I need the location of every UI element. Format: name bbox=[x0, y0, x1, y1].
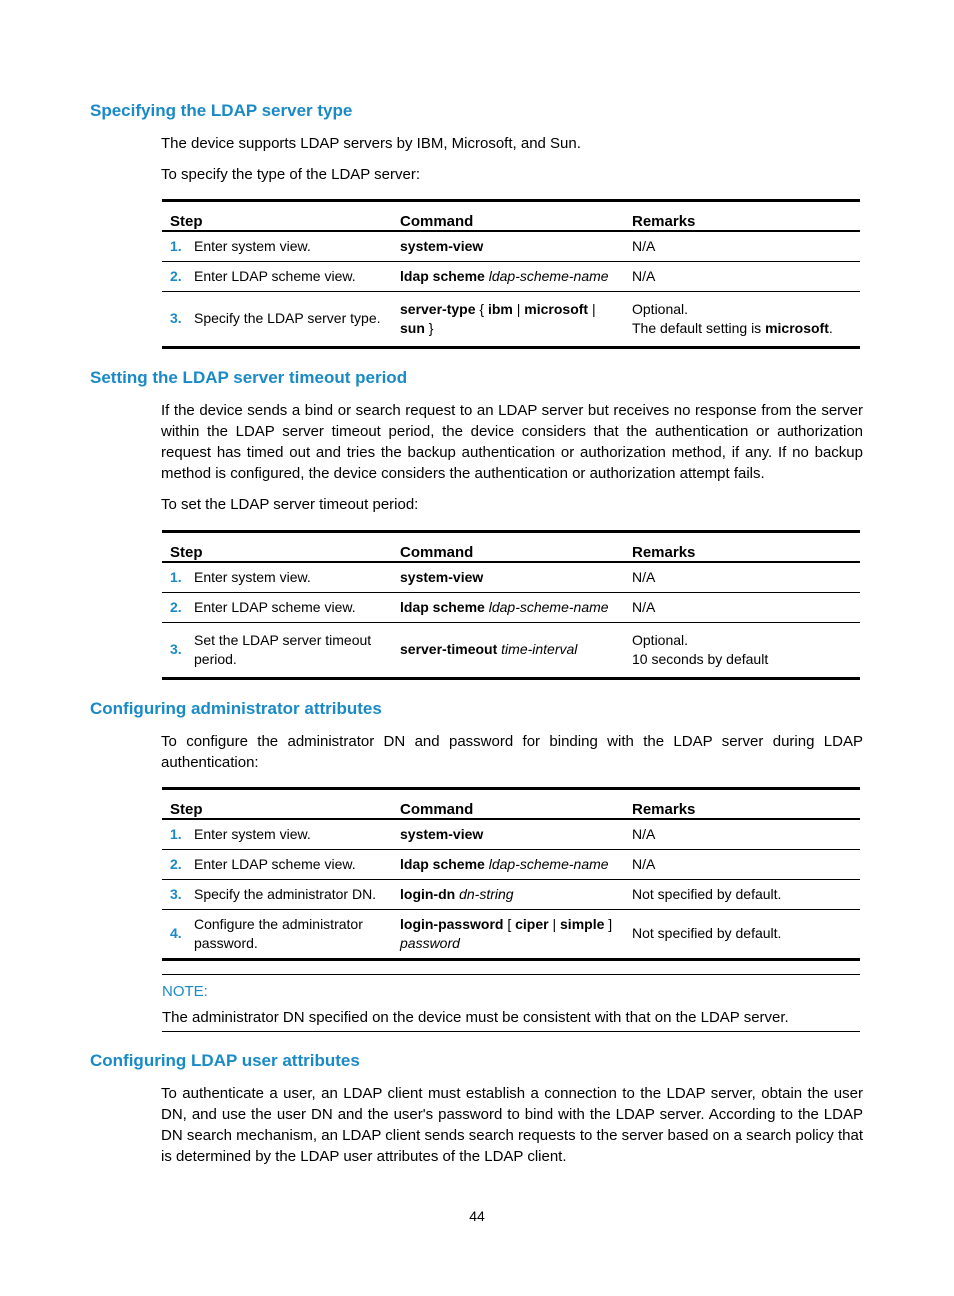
option-ciper: ciper bbox=[515, 915, 549, 932]
column-header-remarks: Remarks bbox=[624, 789, 860, 820]
heading-timeout-period: Setting the LDAP server timeout period bbox=[90, 368, 408, 387]
step-number: 1. bbox=[162, 562, 186, 592]
step-description: Set the LDAP server timeout period. bbox=[186, 622, 392, 678]
remarks-line: The default setting is bbox=[632, 319, 762, 336]
table-row bbox=[162, 562, 860, 592]
note-text: The administrator DN specified on the device must be consistent with that on the LDAP server. bbox=[162, 1009, 789, 1026]
option-sun: sun bbox=[400, 319, 425, 336]
table-row bbox=[162, 592, 860, 622]
command-keyword: system-view bbox=[400, 568, 484, 585]
step-remarks: Not specified by default. bbox=[624, 879, 860, 909]
table-row bbox=[162, 231, 860, 261]
step-command bbox=[392, 291, 624, 347]
step-number: 2. bbox=[162, 849, 186, 879]
column-header-step: Step bbox=[162, 201, 392, 232]
table-row bbox=[162, 849, 860, 879]
step-description: Configure the administrator password. bbox=[186, 909, 392, 959]
paragraph: To configure the administrator DN and password for binding with the LDAP server during LDAP authentication: bbox=[161, 733, 863, 771]
paragraph: If the device sends a bind or search request to an LDAP server but receives no response from the server within the LDAP server timeout period, the device considers that the authentication or authorization request has timed out and tries the backup authentication or authorization method, if any. If no backup method is configured, the device considers the authentication or authorization attempt fails. bbox=[161, 402, 863, 482]
step-remarks bbox=[624, 622, 860, 678]
command-keyword: server-type bbox=[400, 300, 476, 317]
step-description: Specify the LDAP server type. bbox=[186, 291, 392, 347]
paragraph: The device supports LDAP servers by IBM, Microsoft, and Sun. bbox=[161, 135, 581, 152]
paragraph: To authenticate a user, an LDAP client must establish a connection to the LDAP server, obtain the user DN, and use the user DN and the user's password to bind with the LDAP server. According to the LDAP DN search mechanism, an LDAP client sends search requests to the server based on a search policy that is determined by the LDAP user attributes of the LDAP client. bbox=[161, 1085, 863, 1165]
remarks-line: Optional. bbox=[632, 300, 689, 317]
command-keyword: ldap scheme bbox=[400, 855, 485, 872]
step-description: Enter LDAP scheme view. bbox=[186, 849, 392, 879]
step-remarks: N/A bbox=[624, 231, 860, 261]
command-argument: ldap-scheme-name bbox=[488, 855, 609, 872]
timeout-period-table bbox=[162, 530, 860, 680]
command-argument: dn-string bbox=[459, 885, 514, 902]
table-row bbox=[162, 819, 860, 849]
table-header-row bbox=[162, 201, 860, 232]
table-header-row bbox=[162, 789, 860, 820]
step-number: 1. bbox=[162, 231, 186, 261]
step-number: 3. bbox=[162, 879, 186, 909]
remarks-line: 10 seconds by default bbox=[632, 650, 769, 667]
column-header-command: Command bbox=[392, 201, 624, 232]
step-number: 2. bbox=[162, 261, 186, 291]
table-row bbox=[162, 909, 860, 959]
paragraph: To specify the type of the LDAP server: bbox=[161, 166, 421, 183]
column-header-command: Command bbox=[392, 532, 624, 563]
step-command bbox=[392, 231, 624, 261]
step-number: 1. bbox=[162, 819, 186, 849]
column-header-step: Step bbox=[162, 789, 392, 820]
command-keyword: ldap scheme bbox=[400, 598, 485, 615]
command-argument: ldap-scheme-name bbox=[488, 598, 609, 615]
page-number: 44 bbox=[469, 1208, 485, 1224]
step-remarks: Not specified by default. bbox=[624, 909, 860, 959]
separator: | bbox=[552, 915, 557, 932]
command-argument: ldap-scheme-name bbox=[488, 267, 609, 284]
command-keyword: login-password bbox=[400, 915, 504, 932]
step-remarks bbox=[624, 291, 860, 347]
step-description: Specify the administrator DN. bbox=[186, 879, 392, 909]
step-command bbox=[392, 261, 624, 291]
step-number: 4. bbox=[162, 909, 186, 959]
step-command bbox=[392, 909, 624, 959]
remarks-suffix: . bbox=[828, 319, 833, 336]
table-row bbox=[162, 622, 860, 678]
remarks-default: microsoft bbox=[765, 319, 829, 336]
command-argument: password bbox=[400, 934, 460, 951]
heading-ldap-server-type: Specifying the LDAP server type bbox=[90, 101, 353, 120]
separator: | bbox=[591, 300, 596, 317]
step-command bbox=[392, 592, 624, 622]
note-box bbox=[162, 974, 860, 1032]
step-command bbox=[392, 849, 624, 879]
heading-admin-attributes: Configuring administrator attributes bbox=[90, 699, 382, 718]
step-remarks: N/A bbox=[624, 819, 860, 849]
column-header-step: Step bbox=[162, 532, 392, 563]
remarks-line: Optional. bbox=[632, 631, 689, 648]
step-remarks: N/A bbox=[624, 592, 860, 622]
step-description: Enter LDAP scheme view. bbox=[186, 261, 392, 291]
step-number: 3. bbox=[162, 622, 186, 678]
command-keyword: server-timeout bbox=[400, 641, 498, 657]
option-ibm: ibm bbox=[487, 300, 513, 317]
command-keyword: ldap scheme bbox=[400, 267, 485, 284]
step-command bbox=[392, 562, 624, 592]
bracket-open: [ bbox=[507, 915, 512, 932]
step-remarks: N/A bbox=[624, 562, 860, 592]
brace-open: { bbox=[479, 300, 485, 317]
command-keyword: login-dn bbox=[400, 885, 456, 902]
command-keyword: system-view bbox=[400, 825, 484, 842]
option-microsoft: microsoft bbox=[524, 300, 589, 317]
separator: | bbox=[516, 300, 521, 317]
column-header-command: Command bbox=[392, 789, 624, 820]
bracket-close: ] bbox=[608, 915, 613, 932]
step-number: 3. bbox=[162, 291, 186, 347]
option-simple: simple bbox=[560, 915, 605, 932]
step-command bbox=[392, 819, 624, 849]
step-number: 2. bbox=[162, 592, 186, 622]
table-row bbox=[162, 291, 860, 347]
step-description: Enter system view. bbox=[186, 562, 392, 592]
command-keyword: system-view bbox=[400, 237, 484, 254]
table-row bbox=[162, 261, 860, 291]
step-remarks: N/A bbox=[624, 849, 860, 879]
column-header-remarks: Remarks bbox=[624, 532, 860, 563]
heading-user-attributes: Configuring LDAP user attributes bbox=[90, 1051, 360, 1070]
step-description: Enter system view. bbox=[186, 231, 392, 261]
table-row bbox=[162, 879, 860, 909]
note-label: NOTE: bbox=[162, 983, 208, 1000]
step-command bbox=[392, 622, 624, 678]
command-argument: time-interval bbox=[501, 641, 578, 657]
column-header-remarks: Remarks bbox=[624, 201, 860, 232]
step-description: Enter system view. bbox=[186, 819, 392, 849]
step-command bbox=[392, 879, 624, 909]
ldap-server-type-table bbox=[162, 199, 860, 349]
brace-close: } bbox=[428, 319, 434, 336]
step-remarks: N/A bbox=[624, 261, 860, 291]
paragraph: To set the LDAP server timeout period: bbox=[161, 496, 419, 513]
admin-attributes-table bbox=[162, 787, 860, 961]
step-description: Enter LDAP scheme view. bbox=[186, 592, 392, 622]
table-header-row bbox=[162, 532, 860, 563]
